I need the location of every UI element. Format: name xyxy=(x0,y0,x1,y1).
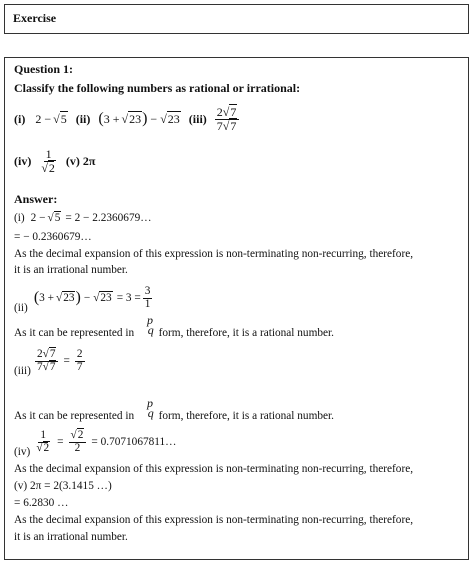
question-heading: Question 1: xyxy=(14,62,74,76)
item-ii-expr: ( 3 + √23 ) − √23 xyxy=(98,110,180,128)
item-i-expr: 2 − xyxy=(35,111,52,126)
p-over-q-q: q xyxy=(147,323,154,337)
p-over-q-p: p xyxy=(146,396,153,410)
question-items-row-1 xyxy=(14,106,241,132)
p-over-q-p: p xyxy=(146,313,153,327)
answer-i-explanation-2: it is an irrational number. xyxy=(14,264,128,276)
item-iii-label: (iii) xyxy=(188,111,207,126)
item-ii-label: (ii) xyxy=(75,111,91,126)
exercise-header xyxy=(4,4,469,34)
answer-ii-expression: (ii) ( 3 + √23 ) − √23 = 3 = $\frac{3}{1}$ xyxy=(14,284,151,314)
answer-panel xyxy=(4,184,469,560)
answer-ii-explanation: As it can be represented in p q form, therefore, it is a rational number. xyxy=(14,313,334,339)
item-iii-fraction: $\frac{2√7}{7√7}$ xyxy=(215,106,240,132)
item-i-label: (i) xyxy=(14,111,26,126)
answer-iii-explanation: As it can be represented in p q form, therefore, it is a rational number. xyxy=(14,396,334,422)
answer-v-line-1: (v) 2π = 2(3.1415 …) xyxy=(14,480,112,492)
answer-v-explanation-2: it is an irrational number. xyxy=(14,531,128,543)
question-panel xyxy=(4,57,469,186)
answer-i-line-2: = − 0.2360679… xyxy=(14,231,92,243)
question-prompt: Classify the following numbers as rational or irrational: xyxy=(14,81,301,95)
p-over-q-q: q xyxy=(147,406,154,420)
answer-iv-explanation: As the decimal expansion of this expression is non-terminating non-recurring, therefore, xyxy=(14,463,414,475)
answer-v-explanation-1: As the decimal expansion of this expression is non-terminating non-recurring, therefore, xyxy=(14,514,414,526)
answer-iii-expression: (iii) $\frac{2√7}{7√7}$ = $\frac{2}{7}$ xyxy=(14,347,83,377)
exercise-title: Exercise xyxy=(13,11,57,25)
answer-v-line-2: = 6.2830 … xyxy=(14,497,69,509)
answer-iv-expression: (iv) $\frac{1}{√2}$ = $\frac{√2}{2}$ = 0.7071067811… xyxy=(14,428,177,458)
question-items-row-2 xyxy=(14,148,96,174)
answer-i-line-1: (i) 2 − √5 = 2 − 2.2360679… xyxy=(14,212,152,224)
item-iv-fraction: $\frac{1}{√2}$ xyxy=(41,147,55,175)
answer-heading: Answer: xyxy=(14,192,58,206)
sqrt-5: √5 xyxy=(53,111,67,126)
answer-i-explanation-1: As the decimal expansion of this expression is non-terminating non-recurring, therefore, xyxy=(14,248,414,260)
item-v-label: (v) 2π xyxy=(65,153,96,168)
item-iv-label: (iv) xyxy=(14,153,32,168)
